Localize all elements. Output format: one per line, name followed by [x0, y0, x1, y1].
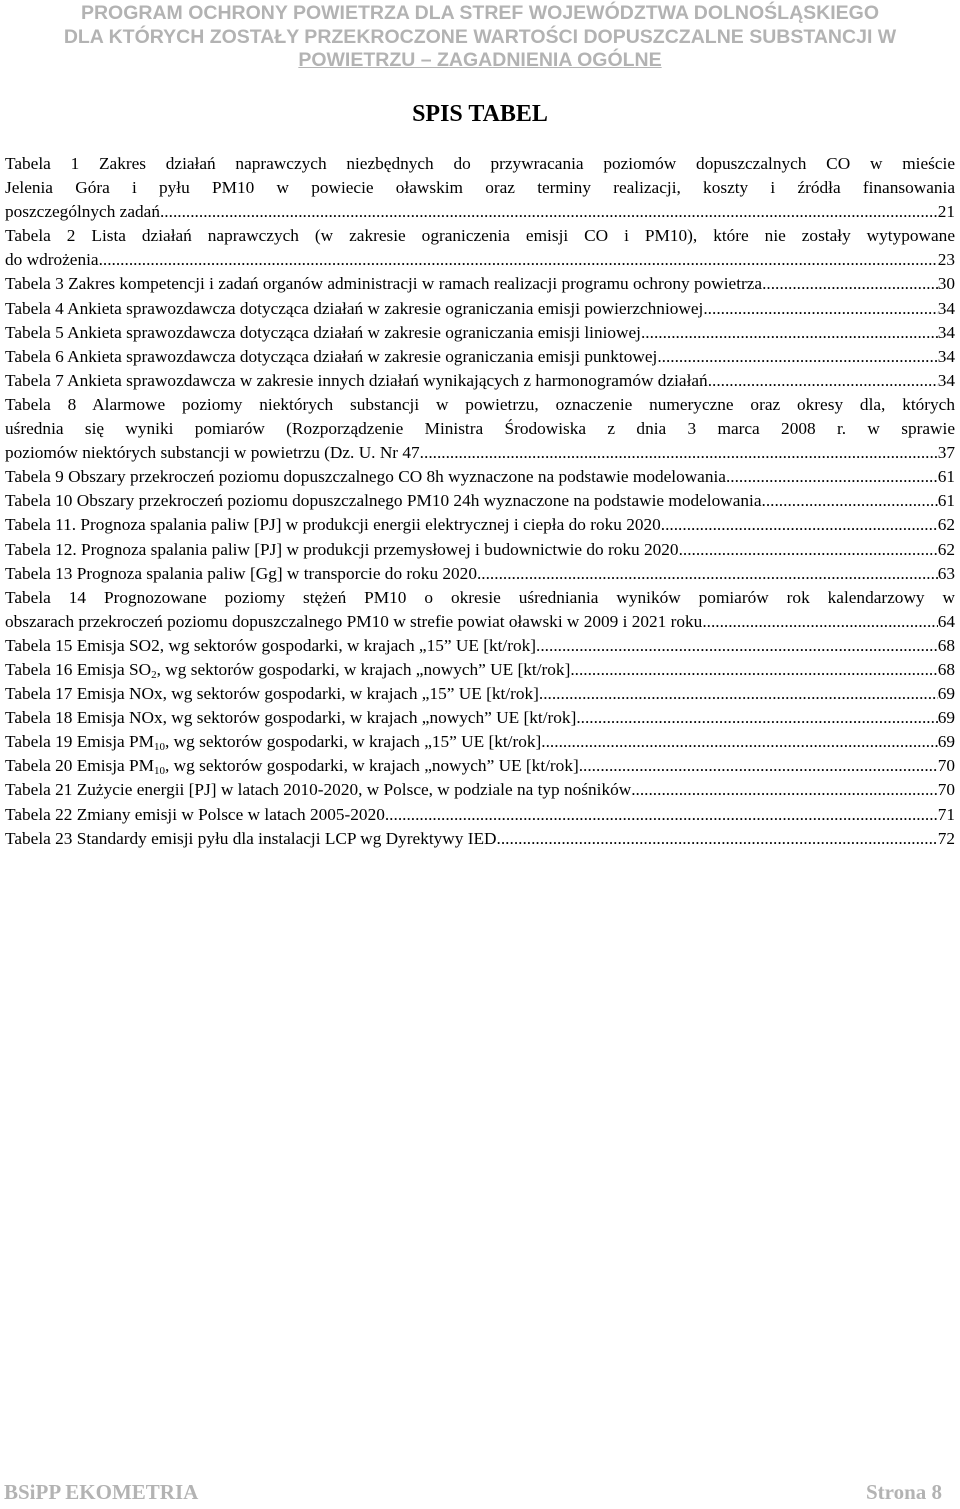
table-of-contents: [5, 152, 955, 851]
dot-leader: [657, 345, 937, 369]
toc-entry-text: Tabela 21 Zużycie energii [PJ] w latach 2010-2020, w Polsce, w podziale na typ nośników: [5, 780, 632, 800]
toc-page-number: 62: [937, 539, 955, 559]
toc-entry-text: Tabela 23 Standardy emisji pyłu dla instalacji LCP wg Dyrektywy IED: [5, 828, 497, 848]
header-line-2: DLA KTÓRYCH ZOSTAŁY PRZEKROCZONE WARTOŚCI DOPUSZCZALNE SUBSTANCJI W: [63, 25, 897, 48]
subscript: 2: [151, 668, 157, 681]
toc-entry-text-part: Tabela 20 Emisja PM: [5, 756, 155, 776]
toc-entry-text-part: Tabela 19 Emisja PM: [5, 732, 155, 752]
toc-entry-text-line: Jelenia Góra i pyłu PM10 w powiecie oławskim oraz terminy realizacji, koszty i źródła finansowania: [5, 178, 955, 198]
toc-page-number: 61: [937, 467, 955, 487]
toc-entry-text: Tabela 18 Emisja NOx, wg sektorów gospodarki, w krajach „nowych” UE [kt/rok]: [5, 708, 577, 728]
toc-entry[interactable]: [5, 465, 955, 489]
toc-entry[interactable]: [5, 369, 955, 393]
toc-page-number: 69: [937, 684, 955, 704]
page-title: SPIS TABEL: [412, 101, 548, 127]
dot-leader: [497, 827, 938, 851]
toc-entry-text: Tabela 9 Obszary przekroczeń poziomu dopuszczalnego CO 8h wyznaczone na podstawie modelowania: [5, 467, 726, 487]
toc-entry-text: Tabela 17 Emisja NOx, wg sektorów gospodarki, w krajach „15” UE [kt/rok]: [5, 684, 539, 704]
toc-page-number: 69: [937, 732, 955, 752]
toc-entry-text-part: , wg sektorów gospodarki, w krajach „15” UE [kt/rok]: [165, 732, 542, 752]
toc-entry[interactable]: [5, 224, 955, 272]
toc-entry-text-line: uśrednia się wyniki pomiarów (Rozporządzenie Ministra Środowiska z dnia 3 marca 2008 r. w sprawie: [5, 419, 955, 439]
toc-page-number: 23: [937, 250, 955, 270]
dot-leader: [541, 730, 937, 754]
footer-page-number: Strona 8: [865, 1480, 942, 1504]
dot-leader: [703, 297, 937, 321]
header-line-3: [0, 49, 960, 73]
toc-entry[interactable]: [5, 297, 955, 321]
toc-page-number: 21: [937, 202, 955, 222]
dot-leader: [99, 248, 938, 272]
toc-entry-text: [5, 730, 541, 754]
toc-entry-last-line: [5, 248, 955, 272]
toc-entry-text: Tabela 4 Ankieta sprawozdawcza dotycząca działań w zakresie ograniczania emisji powierzchniowej: [5, 298, 704, 318]
toc-entry-last-line: [5, 441, 955, 465]
toc-entry[interactable]: [5, 634, 955, 658]
toc-entry-text-line: obszarach przekroczeń poziomu dopuszczalnego PM10 w strefie powiat oławski w 2009 i 2021 roku: [5, 611, 703, 631]
toc-page-number: 37: [937, 443, 955, 463]
toc-entry[interactable]: [5, 393, 955, 465]
toc-entry-text-line: Tabela 1 Zakres działań naprawczych niezbędnych do przywracania poziomów dopuszczalnych CO w mieście: [5, 154, 955, 173]
toc-page-number: 61: [937, 491, 955, 511]
dot-leader: [641, 321, 938, 345]
toc-entry[interactable]: [5, 152, 955, 224]
toc-entry[interactable]: [5, 345, 955, 369]
toc-entry-text: [5, 754, 579, 778]
toc-entry-text: Tabela 12. Prognoza spalania paliw [PJ] w produkcji przemysłowej i budownictwie do roku 2020: [5, 539, 679, 559]
dot-leader: [539, 682, 938, 706]
toc-entry[interactable]: [5, 513, 955, 537]
toc-entry[interactable]: [5, 827, 955, 851]
toc-entry-text-part: , wg sektorów gospodarki, w krajach „nowych” UE [kt/rok]: [156, 659, 571, 679]
dot-leader: [579, 754, 938, 778]
dot-leader: [661, 513, 938, 537]
toc-page-number: 30: [937, 274, 955, 294]
toc-page-number: 68: [937, 635, 955, 655]
toc-entry-text: Tabela 3 Zakres kompetencji i zadań organów administracji w ramach realizacji programu ochrony powietrza: [5, 274, 763, 294]
toc-entry-text: Tabela 6 Ankieta sprawozdawcza dotycząca działań w zakresie ograniczania emisji punktowej: [5, 346, 658, 366]
toc-page-number: 63: [937, 563, 955, 583]
toc-entry[interactable]: [5, 706, 955, 730]
dot-leader: [631, 778, 938, 802]
toc-entry-text-line: do wdrożenia: [5, 250, 99, 270]
toc-entry-text: Tabela 10 Obszary przekroczeń poziomu dopuszczalnego PM10 24h wyznaczone na podstawie modelowania: [5, 491, 762, 511]
dot-leader: [762, 489, 938, 513]
dot-leader: [160, 200, 938, 224]
toc-entry[interactable]: [5, 586, 955, 634]
toc-entry-last-line: [5, 610, 955, 634]
toc-entry-text: Tabela 11. Prognoza spalania paliw [PJ] w produkcji energii elektrycznej i ciepła do roku 2020: [5, 515, 661, 535]
toc-page-number: 71: [937, 804, 955, 824]
dot-leader: [385, 803, 938, 827]
toc-entry-text-part: Tabela 16 Emisja SO: [5, 659, 152, 679]
toc-entry-text-line: poszczególnych zadań: [5, 202, 160, 222]
toc-page-number: 70: [937, 780, 955, 800]
dot-leader: [570, 658, 937, 682]
dot-leader: [536, 634, 938, 658]
toc-entry-text-line: Tabela 8 Alarmowe poziomy niektórych substancji w powietrzu, oznaczenie numeryczne oraz okresy dla, których: [5, 394, 955, 414]
dot-leader: [708, 369, 938, 393]
dot-leader: [762, 272, 938, 296]
dot-leader: [726, 465, 938, 489]
toc-page-number: 72: [937, 828, 955, 848]
toc-entry-text: Tabela 15 Emisja SO2, wg sektorów gospodarki, w krajach „15” UE [kt/rok]: [5, 635, 537, 655]
toc-page-number: 34: [937, 370, 955, 390]
toc-entry[interactable]: [5, 730, 955, 754]
dot-leader: [477, 562, 938, 586]
toc-entry-text-part: , wg sektorów gospodarki, w krajach „nowych” UE [kt/rok]: [165, 756, 579, 776]
toc-entry-text: Tabela 5 Ankieta sprawozdawcza dotycząca działań w zakresie ograniczania emisji liniowej: [5, 322, 641, 342]
toc-entry[interactable]: [5, 682, 955, 706]
page-header: [0, 2, 960, 73]
dot-leader: [576, 706, 937, 730]
dot-leader: [702, 610, 937, 634]
dot-leader: [420, 441, 938, 465]
toc-entry[interactable]: [5, 778, 955, 802]
page-footer: [0, 1480, 960, 1509]
toc-page-number: 70: [937, 756, 955, 776]
dot-leader: [679, 538, 938, 562]
footer-company: BSiPP EKOMETRIA: [4, 1480, 199, 1504]
toc-entry-text-line: poziomów niektórych substancji w powietrzu (Dz. U. Nr 47: [5, 443, 420, 463]
subscript: 10: [154, 765, 166, 778]
subscript: 10: [154, 741, 166, 754]
toc-page-number: 34: [937, 322, 955, 342]
toc-page-number: 68: [937, 659, 955, 679]
toc-entry-text: Tabela 13 Prognoza spalania paliw [Gg] w transporcie do roku 2020: [5, 563, 477, 583]
toc-entry[interactable]: [5, 321, 955, 345]
toc-entry-text-line: Tabela 2 Lista działań naprawczych (w zakresie ograniczenia emisji CO i PM10), które nie zostały wytypowane: [5, 226, 955, 246]
toc-page-number: 62: [937, 515, 955, 535]
toc-entry-text-line: Tabela 14 Prognozowane poziomy stężeń PM10 o okresie uśredniania wyników pomiarów rok kalendarzowy w: [5, 587, 955, 607]
toc-page-number: 34: [937, 346, 955, 366]
toc-entry[interactable]: [5, 489, 955, 513]
toc-page-number: 34: [937, 298, 955, 318]
header-line-3-text: POWIETRZU – ZAGADNIENIA OGÓLNE: [298, 49, 662, 71]
toc-entry[interactable]: [5, 658, 955, 682]
toc-entry-text: Tabela 22 Zmiany emisji w Polsce w latach 2005-2020: [5, 804, 385, 824]
toc-entry[interactable]: [5, 562, 955, 586]
toc-entry-text: Tabela 7 Ankieta sprawozdawcza w zakresie innych działań wynikających z harmonogramów działań: [5, 370, 708, 390]
toc-entry-text: [5, 658, 570, 682]
toc-entry[interactable]: [5, 803, 955, 827]
toc-page-number: 69: [937, 708, 955, 728]
header-line-1: PROGRAM OCHRONY POWIETRZA DLA STREF WOJEWÓDZTWA DOLNOŚLĄSKIEGO: [80, 2, 880, 24]
toc-page-number: 64: [937, 611, 955, 631]
toc-entry-last-line: [5, 200, 955, 224]
toc-entry[interactable]: [5, 754, 955, 778]
toc-entry[interactable]: [5, 272, 955, 296]
toc-entry[interactable]: [5, 538, 955, 562]
